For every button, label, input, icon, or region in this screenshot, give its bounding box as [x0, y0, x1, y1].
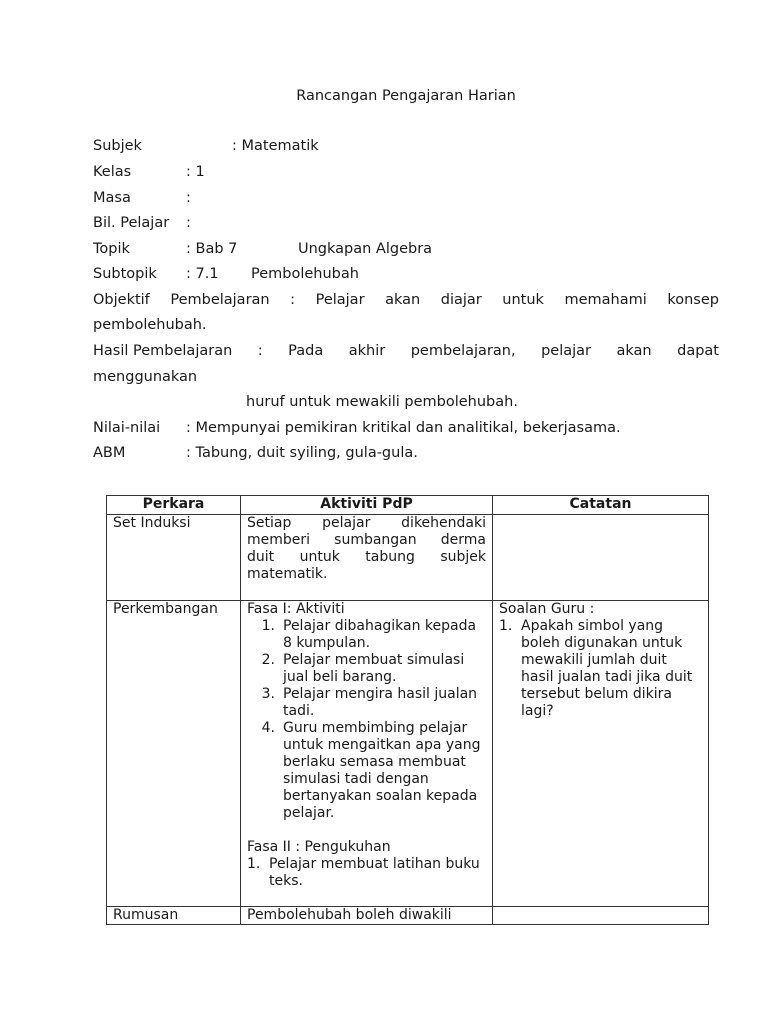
aktiviti-line: memberi sumbangan derma [247, 532, 486, 548]
objektif-word: Pembelajaran [170, 292, 270, 308]
bil-pelajar-value: : [186, 215, 191, 231]
list-number: 2. [261, 652, 275, 668]
abm-label: ABM [93, 445, 126, 461]
list-text: Pelajar membuat simulasi jual beli barang. [283, 652, 465, 685]
hasil-continuation-indented: huruf untuk mewakili pembolehubah. [246, 394, 518, 410]
hasil-word: akhir [348, 343, 386, 359]
hasil-word: Hasil Pembelajaran [93, 343, 233, 359]
subtopik-label: Subtopik [93, 266, 157, 282]
subtopik-value: : 7.1 [186, 266, 219, 282]
subtopik-name: Pembolehubah [251, 266, 359, 282]
spacer [247, 822, 486, 839]
list-number: 1. [261, 618, 275, 634]
topik-name: Ungkapan Algebra [298, 241, 433, 257]
topik-value: : Bab 7 [186, 241, 238, 257]
hasil-line [93, 343, 719, 359]
list-item [247, 652, 486, 686]
list-item [247, 686, 486, 720]
aktiviti-line: duit untuk tabung subjek [247, 549, 486, 565]
table-header-row [107, 496, 709, 515]
masa-label: Masa [93, 190, 131, 206]
objektif-word: Objektif [93, 292, 150, 308]
perkembangan-catatan [493, 601, 709, 907]
hasil-word: pembelajaran, [410, 343, 516, 359]
list-item [247, 720, 486, 822]
kelas-label: Kelas [93, 164, 132, 180]
row-label-perkembangan: Perkembangan [107, 601, 241, 907]
list-number: 3. [261, 686, 275, 702]
objektif-word: : [290, 292, 296, 308]
list-number: 1. [247, 856, 261, 872]
lesson-activity-table [106, 495, 709, 925]
perkembangan-aktiviti [241, 601, 493, 907]
row-label-set-induksi: Set Induksi [107, 515, 241, 601]
hasil-word: : [257, 343, 263, 359]
nilai-value: : Mempunyai pemikiran kritikal dan analitikal, bekerjasama. [186, 420, 621, 436]
subjek-value: : Matematik [232, 138, 319, 154]
header-catatan: Catatan [493, 496, 709, 515]
masa-value: : [186, 190, 191, 206]
set-induksi-catatan [493, 515, 709, 601]
rumusan-aktiviti: Pembolehubah boleh diwakili [241, 907, 493, 925]
list-text: Guru membimbing pelajar untuk mengaitkan apa yang berlaku semasa membuat simulasi tadi dengan bertanyakan soalan kepada pelajar. [283, 720, 481, 821]
abm-value: : Tabung, duit syiling, gula-gula. [186, 445, 418, 461]
list-item [247, 618, 486, 652]
row-label-rumusan: Rumusan [107, 907, 241, 925]
hasil-word: pelajar [541, 343, 591, 359]
objektif-continuation: pembolehubah. [93, 317, 207, 333]
objektif-word: Pelajar [315, 292, 365, 308]
objektif-line [93, 292, 719, 308]
subjek-label: Subjek [93, 138, 142, 154]
hasil-continuation: menggunakan [93, 369, 198, 385]
set-induksi-aktiviti [241, 515, 493, 601]
aktiviti-line: matematik. [247, 566, 328, 582]
table-row [107, 907, 709, 925]
list-text: Pelajar membuat latihan buku teks. [269, 856, 480, 889]
header-perkara: Perkara [107, 496, 241, 515]
header-aktiviti: Aktiviti PdP [241, 496, 493, 515]
document-title: Rancangan Pengajaran Harian [296, 88, 516, 104]
list-number: 1. [499, 618, 513, 634]
list-text: Pelajar mengira hasil jualan tadi. [283, 686, 478, 719]
catatan-title: Soalan Guru : [499, 601, 595, 617]
objektif-word: untuk [502, 292, 544, 308]
objektif-word: diajar [440, 292, 482, 308]
objektif-word: memahami [564, 292, 647, 308]
topik-label: Topik [93, 241, 130, 257]
list-text: Apakah simbol yang boleh digunakan untuk mewakili jumlah duit hasil jualan tadi jika duit tersebut belum dikira lagi? [521, 618, 693, 719]
hasil-word: dapat [677, 343, 719, 359]
aktiviti-line: Setiap pelajar dikehendaki [247, 515, 486, 531]
nilai-label: Nilai-nilai [93, 420, 161, 436]
kelas-value: : 1 [186, 164, 205, 180]
hasil-word: akan [616, 343, 652, 359]
list-number: 4. [261, 720, 275, 736]
fasa-1-title: Fasa I: Aktiviti [247, 601, 345, 617]
bil-pelajar-label: Bil. Pelajar [93, 215, 170, 231]
list-item [499, 618, 702, 720]
objektif-word: akan [385, 292, 421, 308]
fasa-2-title: Fasa II : Pengukuhan [247, 839, 391, 855]
list-item [247, 856, 486, 890]
objektif-word: konsep [667, 292, 719, 308]
rumusan-catatan [493, 907, 709, 925]
table-row [107, 515, 709, 601]
list-text: Pelajar dibahagikan kepada 8 kumpulan. [283, 618, 477, 651]
table-row [107, 601, 709, 907]
hasil-word: Pada [288, 343, 324, 359]
